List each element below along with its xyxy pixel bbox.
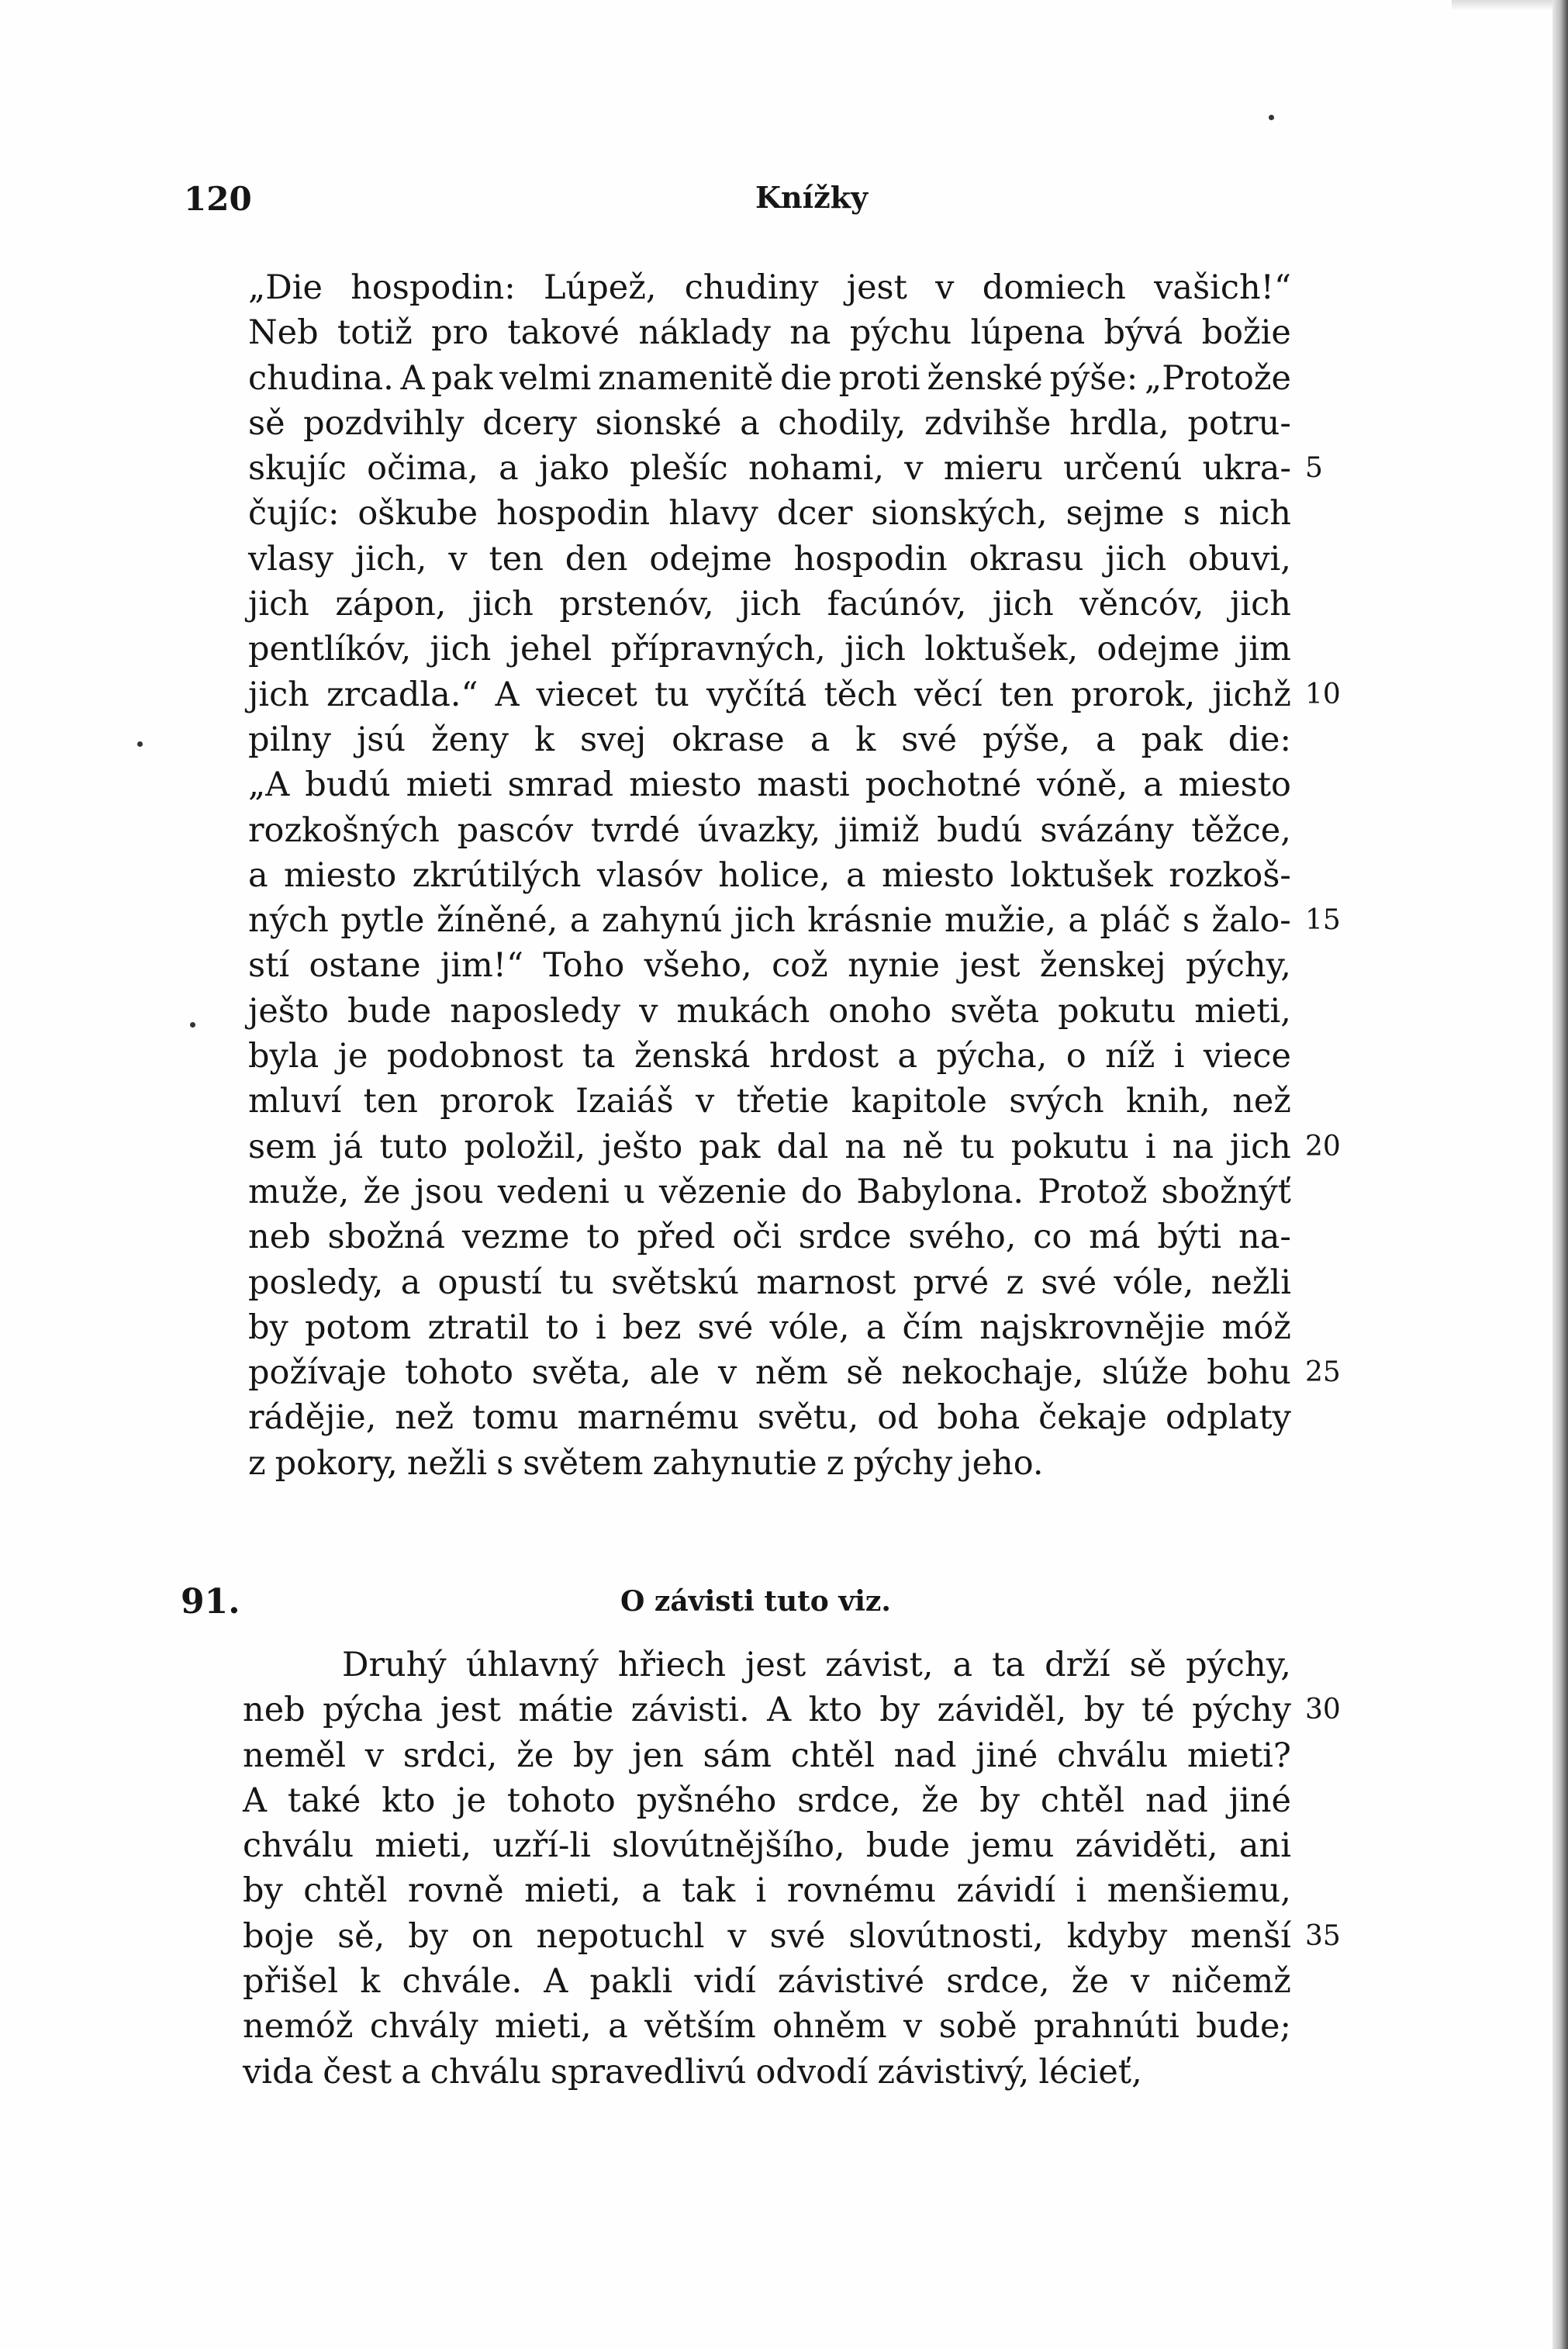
text-line: ných pytle žíněné, a zahynú jich krásnie mužie, a pláč s žalo- <box>248 901 1291 941</box>
line-number: 35 <box>1305 1919 1341 1952</box>
page-number: 120 <box>184 180 252 218</box>
text-line: neb pýcha jest mátie závisti. A kto by záviděl, by té pýchy <box>243 1691 1291 1730</box>
section-number: 91. <box>181 1582 240 1622</box>
text-line: chudina. A pak velmi znamenitě die proti ženské pýše: „Protože <box>248 358 1291 398</box>
text-line: skujíc očima, a jako plešíc nohami, v mieru určenú ukra- <box>248 449 1291 489</box>
text-line: byla je podobnost ta ženská hrdost a pýcha, o níž i viece <box>248 1037 1291 1076</box>
text-line: chválu mieti, uzří-li slovútnějšího, bude jemu záviděti, ani <box>243 1826 1291 1866</box>
line-number: 20 <box>1305 1130 1341 1162</box>
speck <box>190 1022 195 1028</box>
text-line: jich zápon, jich prstenóv, jich facúnóv, jich věncóv, jich <box>248 585 1291 624</box>
text-line: neměl v srdci, že by jen sám chtěl nad jiné chválu mieti? <box>243 1736 1291 1775</box>
text-line: nemóž chvály mieti, a větším ohněm v sobě prahnúti bude; <box>243 2007 1291 2047</box>
text-line: Neb totiž pro takové náklady na pýchu lúpena bývá božie <box>248 313 1291 353</box>
text-line: A také kto je tohoto pyšného srdce, že by chtěl nad jiné <box>243 1781 1291 1820</box>
paragraph-2 <box>243 1643 1291 2095</box>
text-line: posledy, a opustí tu světskú marnost prvé z své vóle, nežli <box>248 1263 1291 1302</box>
text-line: vlasy jich, v ten den odejme hospodin okrasu jich obuvi, <box>248 539 1291 579</box>
text-line: ješto bude naposledy v mukách onoho světa pokutu mieti, <box>248 991 1291 1031</box>
text-line: přišel k chvále. A pakli vidí závistivé srdce, že v ničemž <box>243 1962 1291 2002</box>
line-number: 10 <box>1305 678 1341 710</box>
page-header <box>0 180 1568 234</box>
line-number: 25 <box>1305 1356 1341 1389</box>
text-line: čujíc: oškube hospodin hlavy dcer sionských, sejme s nich <box>248 494 1291 534</box>
text-line: rádějie, než tomu marnému světu, od boha čekaje odplaty <box>248 1398 1291 1438</box>
text-line: pentlíkóv, jich jehel přípravných, jich loktušek, odejme jim <box>248 630 1291 669</box>
text-line: požívaje tohoto světa, ale v něm sě nekochaje, slúže bohu <box>248 1353 1291 1393</box>
line-number: 5 <box>1305 452 1323 485</box>
page-edge-shadow <box>1552 0 1568 2349</box>
running-head: Knížky <box>755 180 869 215</box>
text-line: jich zrcadla.“ A viecet tu vyčítá těch věcí ten prorok, jichž <box>248 675 1291 714</box>
text-line: by chtěl rovně mieti, a tak i rovnému závidí i menšiemu, <box>243 1871 1291 1911</box>
section-heading <box>0 1582 1568 1636</box>
speck <box>137 741 143 747</box>
text-line: pilny jsú ženy k svej okrase a k své pýše, a pak die: <box>248 720 1291 759</box>
line-number: 15 <box>1305 904 1341 937</box>
text-line: sem já tuto položil, ješto pak dal na ně tu pokutu i na jich <box>248 1127 1291 1166</box>
text-line: by potom ztratil to i bez své vóle, a čím najskrovnějie móž <box>248 1307 1291 1347</box>
paragraph-1 <box>248 265 1291 1486</box>
text-line: a miesto zkrútilých vlasóv holice, a miesto loktušek rozkoš- <box>248 855 1291 895</box>
text-line: „Die hospodin: Lúpež, chudiny jest v domiech vašich!“ <box>248 268 1291 307</box>
text-line: sě pozdvihly dcery sionské a chodily, zdvihše hrdla, potru- <box>248 403 1291 443</box>
line-number: 30 <box>1305 1694 1341 1726</box>
text-line: stí ostane jim!“ Toho všeho, což nynie jest ženskej pýchy, <box>248 946 1291 986</box>
text-line: vida čest a chválu spravedlivú odvodí závistivý, lécieť, <box>243 2052 1142 2092</box>
section-title: O závisti tuto viz. <box>620 1585 891 1618</box>
text-line: rozkošných pascóv tvrdé úvazky, jimiž budú svázány těžce, <box>248 810 1291 850</box>
text-line: „A budú mieti smrad miesto masti pochotné vóně, a miesto <box>248 765 1291 805</box>
text-line: boje sě, by on nepotuchl v své slovútnosti, kdyby menší <box>243 1916 1291 1956</box>
text-line: neb sbožná vezme to před oči srdce svého, co má býti na- <box>248 1218 1291 1257</box>
speck <box>1269 115 1274 120</box>
text-line: z pokory, nežli s světem zahynutie z pýchy jeho. <box>248 1443 1044 1483</box>
text-line: mluví ten prorok Izaiáš v třetie kapitole svých knih, než <box>248 1082 1291 1121</box>
page-edge-top-shadow <box>1452 0 1552 11</box>
text-line: Druhý úhlavný hřiech jest závist, a ta drží sě pýchy, <box>342 1646 1291 1684</box>
text-line: muže, že jsou vedeni u vězenie do Babylona. Protož sbožnýť <box>248 1172 1291 1211</box>
